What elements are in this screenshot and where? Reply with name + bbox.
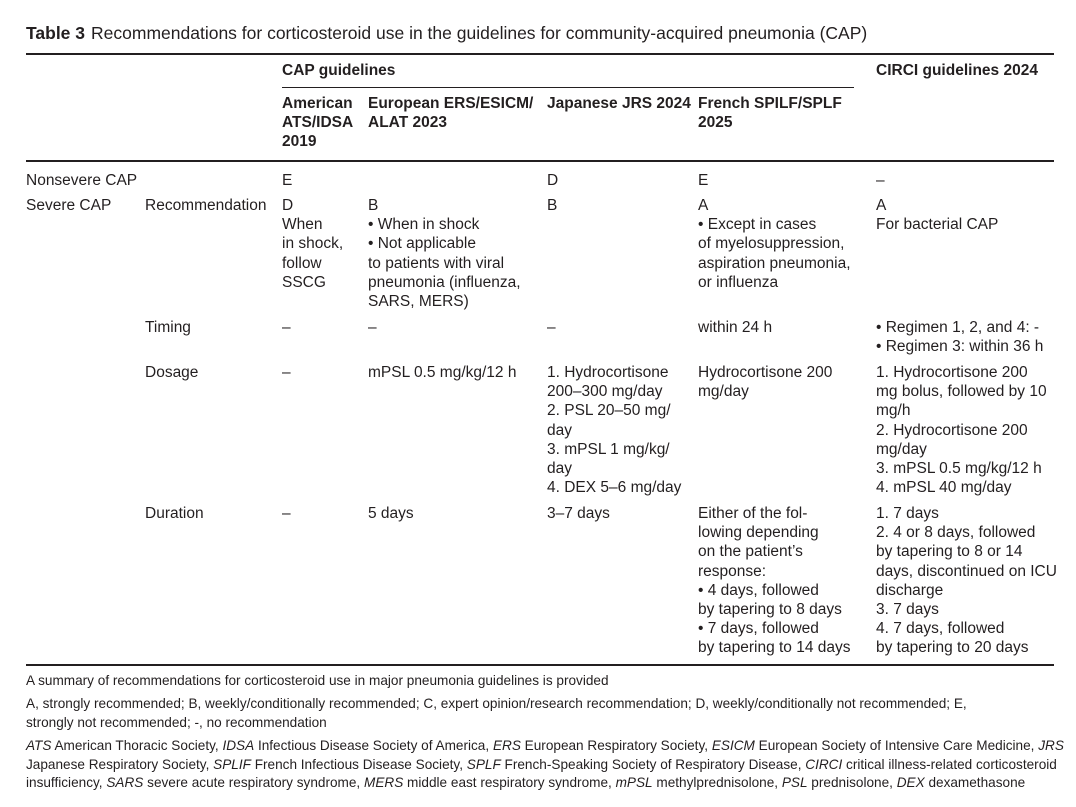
- cell-dosage-french: [698, 363, 832, 401]
- cell-line: 4. mPSL 40 mg/day: [876, 479, 1012, 497]
- abbr-term: ESICM: [711, 738, 755, 753]
- cell-line: by tapering to 8 days: [698, 601, 842, 619]
- cell-timing-french: within 24 h: [698, 319, 773, 336]
- cell-line: discharge: [876, 581, 944, 599]
- cell-line: When: [282, 216, 323, 234]
- abbr-def: European Society of Intensive Care Medicine,: [754, 738, 1039, 753]
- cell-line: by tapering to 20 days: [876, 639, 1029, 657]
- abbr-def: methylprednisolone,: [652, 775, 782, 790]
- cell-dosage-circi: [876, 363, 1047, 497]
- header-french: [698, 94, 842, 132]
- cell-line: 200–300 mg/day: [547, 383, 663, 401]
- cell-line: mg/day: [698, 383, 749, 401]
- row-label-duration: Duration: [145, 505, 204, 522]
- cell-line: 3. mPSL 0.5 mg/kg/12 h: [876, 460, 1042, 478]
- cell-line: D: [282, 197, 294, 214]
- cell-timing-american: –: [282, 319, 291, 336]
- footnote-grades: [26, 695, 967, 732]
- abbr-term: IDSA: [222, 738, 255, 753]
- abbr-def: middle east respiratory syndrome,: [403, 775, 616, 790]
- cell-nonsevere-japanese: D: [547, 172, 559, 189]
- cell-recommendation-french: [698, 196, 851, 292]
- cell-line: mg bolus, followed by 10: [876, 383, 1047, 401]
- cell-duration-american: –: [282, 505, 291, 522]
- cell-line: to patients with viral: [368, 254, 505, 272]
- cell-nonsevere-american: E: [282, 172, 293, 189]
- cell-line: days, discontinued on ICU: [876, 562, 1057, 580]
- abbr-term: MERS: [364, 775, 404, 790]
- cell-line: • Regimen 1, 2, and 4: -: [876, 319, 1040, 336]
- header-european-line: ALAT 2023: [368, 114, 447, 131]
- cell-duration-circi: [876, 504, 1057, 658]
- cell-line: • When in shock: [368, 216, 480, 234]
- row-label-recommendation: Recommendation: [145, 197, 267, 214]
- cell-duration-japanese: 3–7 days: [547, 505, 610, 522]
- row-label-nonsevere: Nonsevere CAP: [26, 172, 138, 189]
- cell-dosage-american: –: [282, 364, 291, 381]
- cell-line: B: [547, 197, 558, 214]
- cell-line: B: [368, 197, 379, 214]
- abbr-def: Japanese Respiratory Society,: [26, 756, 214, 772]
- abbr-def: severe acute respiratory syndrome,: [143, 775, 364, 790]
- cell-line: • 4 days, followed: [698, 581, 819, 599]
- cell-timing-japanese: –: [547, 319, 556, 336]
- header-circi-guidelines: CIRCI guidelines 2024: [876, 62, 1038, 79]
- header-american-line: ATS/IDSA: [282, 114, 354, 131]
- top-rule: [26, 53, 1054, 55]
- cell-line: 1. 7 days: [876, 505, 939, 522]
- cell-timing-european: –: [368, 319, 377, 336]
- header-european: [368, 94, 533, 132]
- cell-line: For bacterial CAP: [876, 216, 999, 234]
- abbr-term: SARS: [106, 775, 144, 790]
- footnote-line: [26, 756, 1064, 775]
- cell-recommendation-japanese: [547, 196, 557, 215]
- table-label: Table 3: [26, 23, 86, 43]
- cell-recommendation-european: [368, 196, 521, 311]
- abbr-term: mPSL: [615, 775, 653, 790]
- abbr-term: SPLIF: [213, 756, 251, 772]
- abbr-def: Infectious Disease Society of America,: [254, 738, 493, 753]
- abbr-def: prednisolone,: [807, 775, 897, 790]
- abbr-term: PSL: [781, 775, 808, 790]
- abbr-term: SPLF: [466, 756, 501, 772]
- cell-line: 3. 7 days: [876, 601, 939, 619]
- cell-line: 2. 4 or 8 days, followed: [876, 524, 1036, 542]
- header-european-line: European ERS/ESICM/: [368, 95, 534, 112]
- abbr-def: American Thoracic Society,: [51, 738, 223, 753]
- cell-timing-circi: [876, 318, 1043, 356]
- cell-line: SARS, MERS): [368, 293, 469, 311]
- table-bottom-rule: [26, 664, 1054, 666]
- cell-line: response:: [698, 562, 767, 580]
- table-caption: [26, 22, 867, 44]
- cell-line: • Except in cases: [698, 216, 817, 234]
- cell-line: 2. Hydrocortisone 200: [876, 421, 1028, 439]
- cell-line: by tapering to 14 days: [698, 639, 851, 657]
- cell-line: pneumonia (influenza,: [368, 273, 521, 291]
- abbr-term: JRS: [1038, 738, 1064, 753]
- abbr-term: ERS: [492, 738, 521, 753]
- abbr-def: French Infectious Disease Society,: [250, 756, 467, 772]
- table-title: Recommendations for corticosteroid use in the guidelines for community-acquired pneumonia (CAP): [91, 23, 868, 43]
- row-label-severe: Severe CAP: [26, 197, 112, 214]
- footnote-summary: A summary of recommendations for corticosteroid use in major pneumonia guidelines is provided: [26, 673, 609, 688]
- cell-duration-french: [698, 504, 851, 658]
- abbr-term: ATS: [26, 738, 52, 753]
- abbr-term: CIRCI: [805, 756, 843, 772]
- cap-group-rule: [282, 87, 854, 88]
- cell-line: 4. DEX 5–6 mg/day: [547, 479, 682, 497]
- abbr-term: DEX: [896, 775, 925, 790]
- cell-line: • Regimen 3: within 36 h: [876, 338, 1044, 356]
- row-label-timing: Timing: [145, 319, 191, 336]
- cell-line: by tapering to 8 or 14: [876, 543, 1023, 561]
- cell-line: mg/day: [876, 440, 927, 458]
- footnote-line: [26, 774, 1064, 793]
- cell-duration-european: 5 days: [368, 505, 414, 522]
- cell-line: 3. mPSL 1 mg/kg/: [547, 440, 670, 458]
- abbr-def: critical illness-related corticosteroid: [842, 756, 1057, 772]
- cell-line: A: [876, 197, 887, 214]
- cell-dosage-european: mPSL 0.5 mg/kg/12 h: [368, 364, 517, 381]
- cell-line: in shock,: [282, 235, 344, 253]
- cell-line: • 7 days, followed: [698, 620, 819, 638]
- footnote-line: strongly not recommended; -, no recommendation: [26, 714, 327, 730]
- header-american: [282, 94, 353, 151]
- footnote-line: [26, 737, 1064, 756]
- abbr-def: European Respiratory Society,: [520, 738, 712, 753]
- cell-line: 4. 7 days, followed: [876, 620, 1005, 638]
- header-japanese-line: Japanese JRS 2024: [547, 95, 691, 112]
- cell-line: on the patient’s: [698, 543, 803, 561]
- header-american-line: 2019: [282, 133, 317, 150]
- header-american-line: American: [282, 95, 353, 112]
- cell-line: follow: [282, 254, 322, 272]
- cell-line: SSCG: [282, 273, 326, 291]
- cell-line: • Not applicable: [368, 235, 476, 253]
- cell-line: 2. PSL 20–50 mg/: [547, 402, 671, 420]
- abbr-def: insufficiency,: [26, 775, 107, 790]
- cell-line: day: [547, 421, 572, 439]
- header-french-line: 2025: [698, 114, 733, 131]
- header-bottom-rule: [26, 160, 1054, 162]
- cell-line: aspiration pneumonia,: [698, 254, 851, 272]
- cell-dosage-japanese: [547, 363, 681, 497]
- cell-recommendation-circi: [876, 196, 998, 234]
- cell-line: 1. Hydrocortisone: [547, 364, 669, 381]
- cell-line: day: [547, 460, 572, 478]
- cell-line: Hydrocortisone 200: [698, 364, 833, 381]
- cell-line: or influenza: [698, 273, 779, 291]
- footnote-line: A, strongly recommended; B, weekly/conditionally recommended; C, expert opinion/research recommendation; D, weekly/conditionally not recommended; E,: [26, 696, 967, 711]
- cell-line: mg/h: [876, 402, 911, 420]
- cell-line: 1. Hydrocortisone 200: [876, 364, 1028, 381]
- abbr-def: dexamethasone: [924, 775, 1026, 790]
- cell-line: Either of the fol-: [698, 505, 808, 522]
- header-french-line: French SPILF/SPLF: [698, 95, 842, 112]
- abbr-def: French-Speaking Society of Respiratory Disease,: [500, 756, 806, 772]
- cell-line: of myelosuppression,: [698, 235, 845, 253]
- row-label-dosage: Dosage: [145, 364, 199, 381]
- cell-nonsevere-circi: –: [876, 172, 885, 189]
- cell-nonsevere-french: E: [698, 172, 709, 189]
- header-japanese: [547, 94, 691, 113]
- header-cap-guidelines: CAP guidelines: [282, 62, 396, 79]
- cell-recommendation-american: [282, 196, 343, 292]
- cell-line: A: [698, 197, 709, 214]
- cell-line: lowing depending: [698, 524, 819, 542]
- footnote-abbreviations: [26, 737, 1064, 793]
